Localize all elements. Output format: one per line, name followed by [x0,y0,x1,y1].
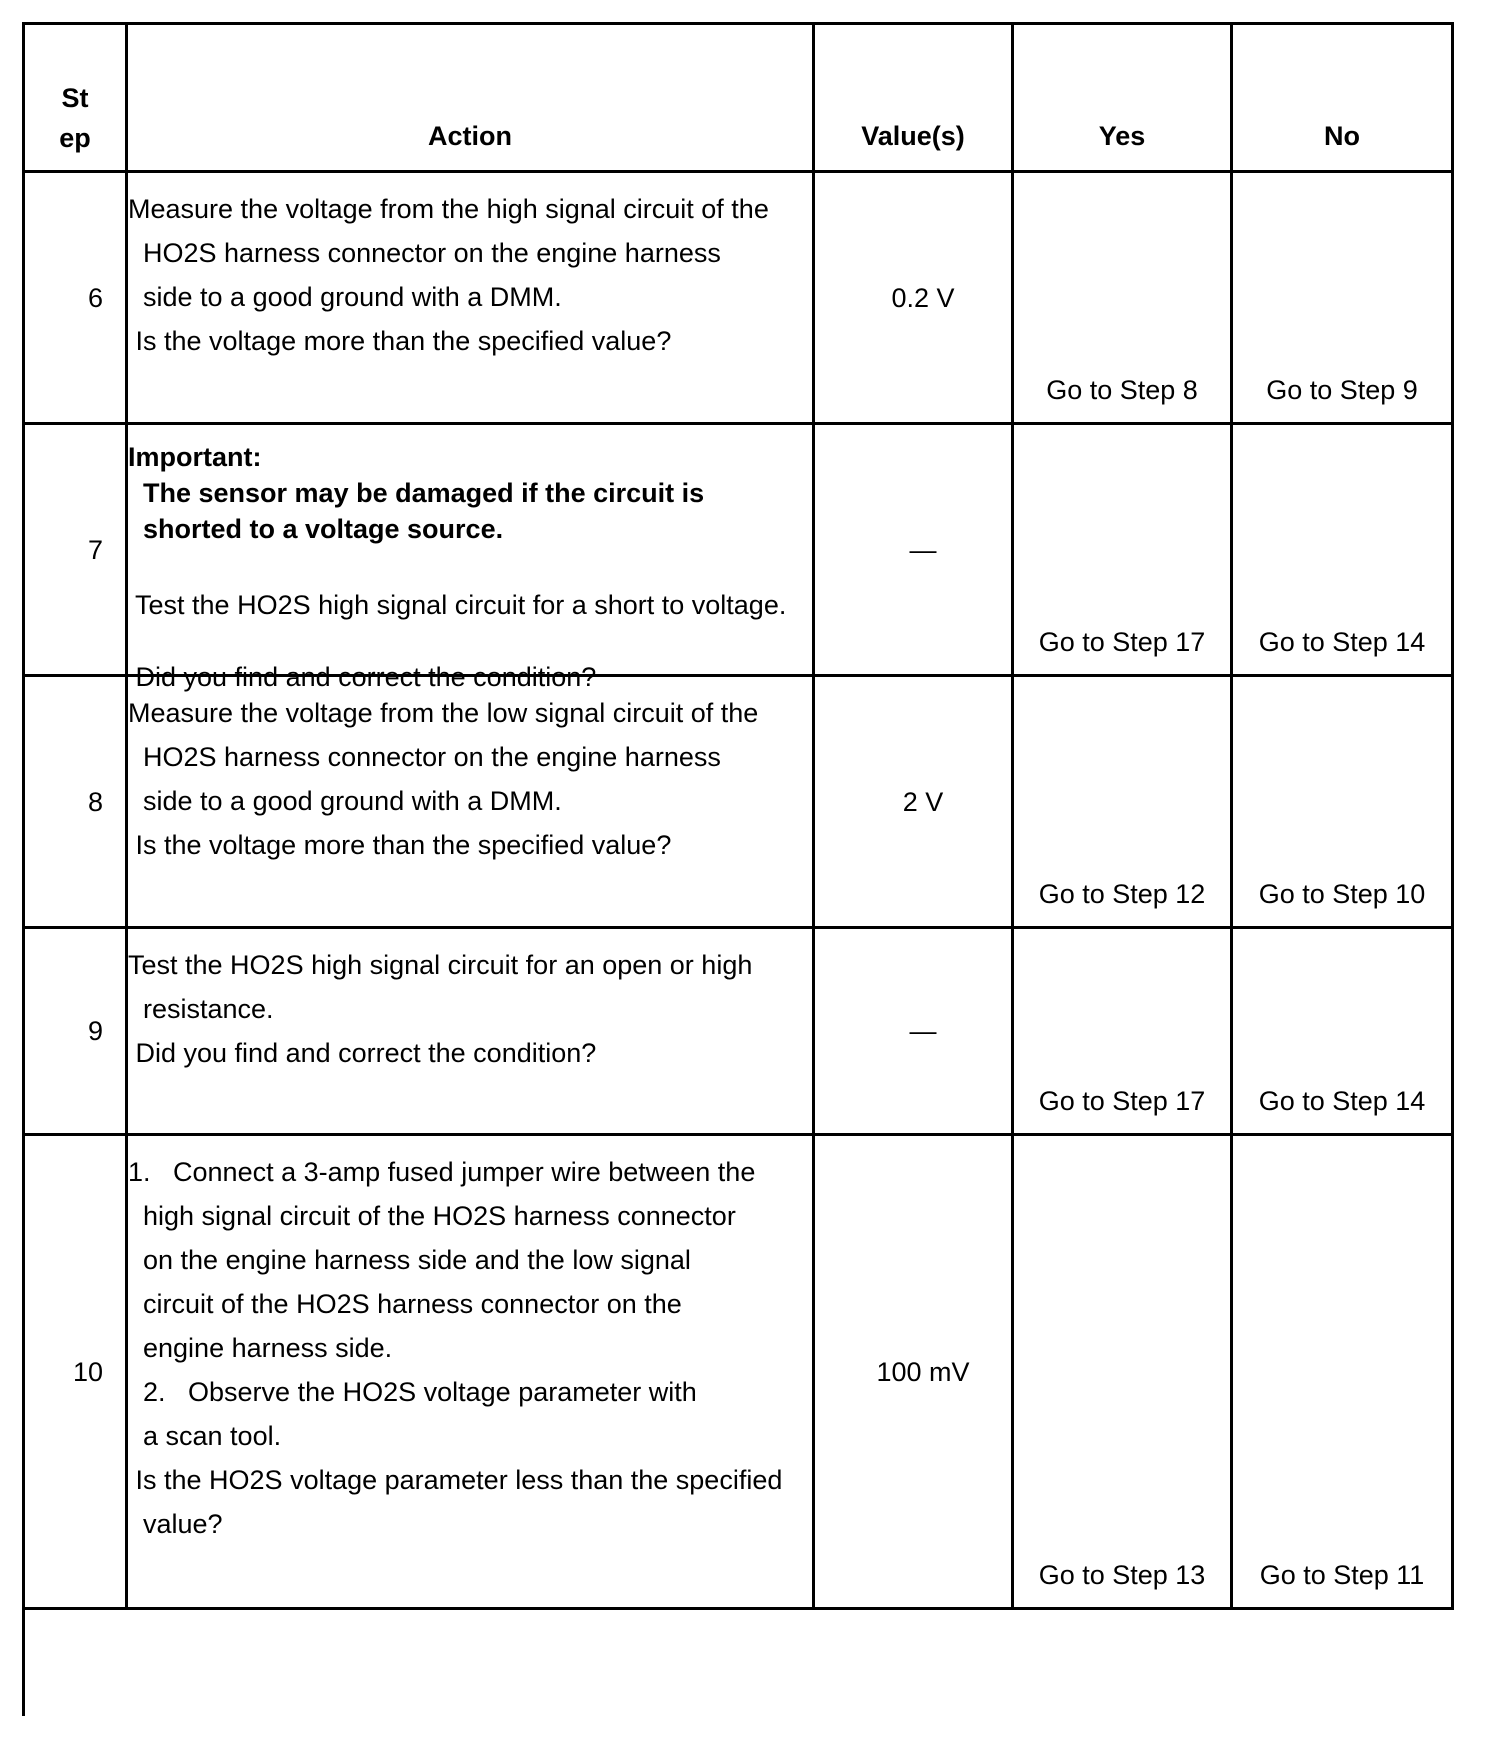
action-line: Test the HO2S high signal circuit for an open or high [128,950,753,980]
value-cell: — [815,425,1014,677]
action-line: 2. Observe the HO2S voltage parameter with [128,1377,697,1407]
action-line: Is the HO2S voltage parameter less than the specified [128,1465,783,1495]
step-number: 8 [25,677,128,929]
action-line: side to a good ground with a DMM. [128,282,562,312]
action-line: a scan tool. [128,1421,282,1451]
no-cell: Go to Step 14 [1233,929,1454,1136]
yes-cell: Go to Step 17 [1014,425,1233,677]
important-line: shorted to a voltage source. [128,514,504,544]
step-number: 6 [25,173,128,425]
action-line: engine harness side. [128,1333,393,1363]
action-line: Measure the voltage from the low signal circuit of the [128,698,759,728]
action-line: Test the HO2S high signal circuit for a short to voltage. [128,590,787,620]
header-values: Value(s) [815,25,1014,173]
action-cell [128,1136,815,1610]
action-line: side to a good ground with a DMM. [128,786,562,816]
important-line: The sensor may be damaged if the circuit is [128,478,705,508]
action-cell [128,929,815,1136]
step-number: 10 [25,1136,128,1610]
action-line: high signal circuit of the HO2S harness connector [128,1201,736,1231]
action-line: resistance. [128,994,274,1024]
yes-cell: Go to Step 13 [1014,1136,1233,1610]
header-step [25,25,128,173]
action-line: HO2S harness connector on the engine harness [128,742,721,772]
action-line: Is the voltage more than the specified value? [128,326,672,356]
yes-cell: Go to Step 8 [1014,173,1233,425]
action-line: Did you find and correct the condition? [128,662,597,692]
step-number: 9 [25,929,128,1136]
value-cell: 2 V [815,677,1014,929]
action-cell [128,677,815,929]
action-line: 1. Connect a 3-amp fused jumper wire between the [128,1157,756,1187]
important-label: Important: [128,442,262,472]
action-cell [128,173,815,425]
action-line [128,627,800,655]
action-line: Did you find and correct the condition? [128,1038,597,1068]
action-cell [128,425,815,692]
diagnostic-table [22,22,1454,1716]
no-cell: Go to Step 10 [1233,677,1454,929]
header-action: Action [128,25,815,173]
action-line: circuit of the HO2S harness connector on the [128,1289,682,1319]
value-cell: — [815,929,1014,1136]
header-yes: Yes [1014,25,1233,173]
action-line: on the engine harness side and the low signal [128,1245,691,1275]
value-cell: 0.2 V [815,173,1014,425]
header-step-line1: St [61,83,89,113]
action-line: Is the voltage more than the specified value? [128,830,672,860]
no-cell: Go to Step 14 [1233,425,1454,677]
value-cell: 100 mV [815,1136,1014,1610]
header-no: No [1233,25,1454,173]
no-cell: Go to Step 9 [1233,173,1454,425]
yes-cell: Go to Step 17 [1014,929,1233,1136]
action-line: Measure the voltage from the high signal circuit of the [128,194,769,224]
step-number: 7 [25,425,128,677]
action-line: HO2S harness connector on the engine harness [128,238,721,268]
action-line: value? [128,1509,223,1539]
yes-cell: Go to Step 12 [1014,677,1233,929]
no-cell: Go to Step 11 [1233,1136,1454,1610]
header-step-line2: ep [59,123,91,153]
